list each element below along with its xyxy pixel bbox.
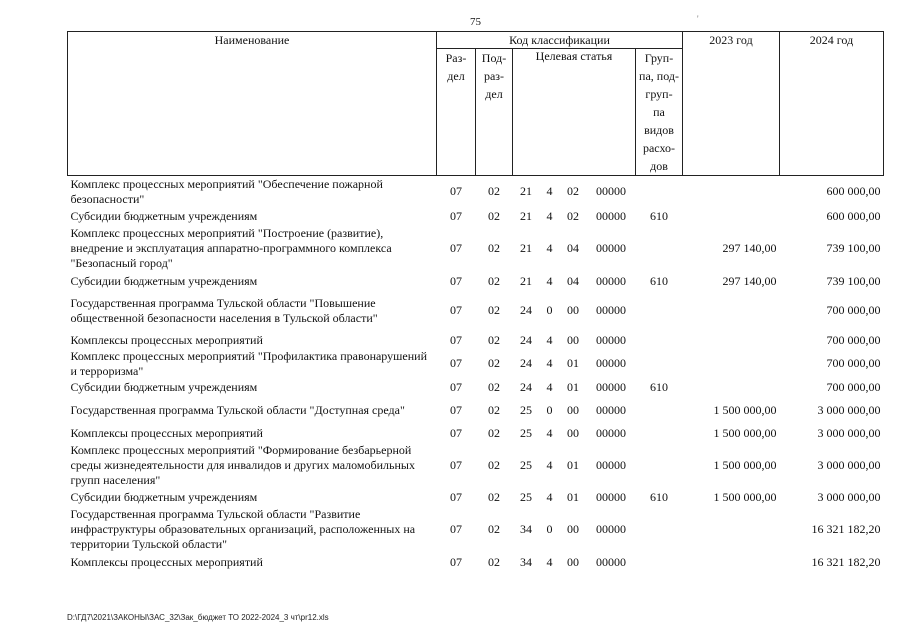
expense-group-cell <box>636 225 683 273</box>
program-code-cell: 24 <box>520 379 532 394</box>
amount-2023-cell <box>683 208 780 225</box>
row-name: Комплексы процессных мероприятий <box>70 555 263 569</box>
razdel-cell: 07 <box>450 184 462 199</box>
podrazdel-cell: 02 <box>488 555 500 569</box>
amount-2023-cell: 1 500 000,00 <box>713 425 777 440</box>
direction-code-cell: 00000 <box>596 241 626 255</box>
podrazdel-cell: 02 <box>488 208 500 223</box>
program-code-cell: 25 <box>520 425 532 440</box>
table-row <box>68 425 884 442</box>
razdel-cell: 07 <box>450 425 462 440</box>
podrazdel-cell: 02 <box>488 521 500 536</box>
amount-2024-cell: 700 000,00 <box>826 332 881 347</box>
podrazdel-cell: 02 <box>488 273 500 288</box>
razdel-cell: 07 <box>450 356 462 370</box>
table-row <box>68 225 884 273</box>
row-name: Субсидии бюджетным учреждениям <box>70 489 258 504</box>
table-row <box>68 273 884 290</box>
table-row <box>68 176 884 208</box>
subprogram-code-cell: 02 <box>567 184 579 199</box>
row-name: Субсидии бюджетным учреждениям <box>70 273 258 288</box>
type-code-cell: 4 <box>546 208 553 223</box>
type-code-cell: 4 <box>546 241 553 255</box>
program-code-cell: 21 <box>520 241 532 255</box>
subprogram-code-cell: 00 <box>567 332 579 347</box>
expense-group-cell: 610 <box>650 489 668 504</box>
header-2023: 2023 год <box>683 32 780 176</box>
subprogram-code-cell: 00 <box>567 425 579 440</box>
amount-2024-cell: 600 000,00 <box>826 208 881 223</box>
podrazdel-cell: 02 <box>488 489 500 504</box>
direction-code-cell: 00000 <box>596 521 626 536</box>
podrazdel-cell: 02 <box>488 303 500 317</box>
razdel-cell: 07 <box>450 555 462 569</box>
expense-group-cell <box>636 442 683 489</box>
amount-2023-cell <box>683 290 780 332</box>
amount-2024-cell: 3 000 000,00 <box>817 457 881 472</box>
subprogram-code-cell: 01 <box>567 457 579 472</box>
table-row <box>68 442 884 489</box>
subprogram-code-cell: 04 <box>567 273 579 288</box>
header-code-group: Код классификации <box>437 32 683 49</box>
program-code-cell: 21 <box>520 184 532 199</box>
amount-2024-cell: 700 000,00 <box>826 379 881 394</box>
direction-code-cell: 00000 <box>596 356 626 370</box>
table-row <box>68 332 884 349</box>
amount-2023-cell <box>683 332 780 349</box>
budget-table <box>67 31 884 573</box>
row-name: Комплекс процессных мероприятий "Построение (развитие), внедрение и эксплуатация аппаратно-программного комплекса "Безопасный город" <box>70 226 392 270</box>
podrazdel-cell: 02 <box>488 241 500 255</box>
amount-2024-cell: 739 100,00 <box>826 273 881 288</box>
table-header <box>68 32 884 176</box>
direction-code-cell: 00000 <box>596 555 626 569</box>
direction-code-cell: 00000 <box>596 457 626 472</box>
type-code-cell: 0 <box>546 402 553 417</box>
table-row <box>68 506 884 553</box>
razdel-cell: 07 <box>450 332 462 347</box>
expense-group-cell <box>636 349 683 379</box>
table-row <box>68 553 884 573</box>
program-code-cell: 25 <box>520 402 532 417</box>
podrazdel-cell: 02 <box>488 356 500 370</box>
razdel-cell: 07 <box>450 379 462 394</box>
header-group: Груп- па, под- груп- па видов расхо- дов <box>636 49 683 176</box>
header-2024: 2024 год <box>780 32 884 176</box>
row-name: Комплекс процессных мероприятий "Обеспечение пожарной безопасности" <box>70 176 383 206</box>
amount-2023-cell <box>683 553 780 573</box>
table-row <box>68 290 884 332</box>
row-name: Субсидии бюджетным учреждениям <box>70 379 258 394</box>
file-path: D:\ГД7\2021\ЗАКОНЫ\ЗАС_32\Зак_бюджет ТО 2022-2024_3 чт\pr12.xls <box>67 613 329 622</box>
row-name: Комплексы процессных мероприятий <box>70 332 263 347</box>
razdel-cell: 07 <box>450 489 462 504</box>
podrazdel-cell: 02 <box>488 184 500 199</box>
row-name: Государственная программа Тульской области "Повышение общественной безопасности населения в Тульской области" <box>70 295 378 325</box>
expense-group-cell <box>636 553 683 573</box>
razdel-cell: 07 <box>450 521 462 536</box>
scan-mark: ' <box>697 14 699 24</box>
type-code-cell: 0 <box>546 303 553 317</box>
amount-2024-cell: 600 000,00 <box>826 184 881 199</box>
expense-group-cell <box>636 396 683 425</box>
header-name: Наименование <box>68 32 437 176</box>
razdel-cell: 07 <box>450 457 462 472</box>
amount-2023-cell: 297 140,00 <box>722 241 777 255</box>
podrazdel-cell: 02 <box>488 332 500 347</box>
header-razdel: Раз- дел <box>437 49 476 176</box>
expense-group-cell <box>636 506 683 553</box>
direction-code-cell: 00000 <box>596 184 626 199</box>
direction-code-cell: 00000 <box>596 208 626 223</box>
row-name: Комплекс процессных мероприятий "Формирование безбарьерной среды жизнедеятельности для инвалидов и других маломобильных групп населения" <box>70 442 415 487</box>
table-row <box>68 489 884 506</box>
table-row <box>68 208 884 225</box>
program-code-cell: 25 <box>520 457 532 472</box>
amount-2023-cell: 1 500 000,00 <box>713 457 777 472</box>
amount-2023-cell <box>683 349 780 379</box>
type-code-cell: 4 <box>546 555 553 569</box>
amount-2023-cell <box>683 379 780 396</box>
razdel-cell: 07 <box>450 273 462 288</box>
program-code-cell: 21 <box>520 273 532 288</box>
expense-group-cell <box>636 332 683 349</box>
header-podrazdel: Под- раз- дел <box>476 49 513 176</box>
program-code-cell: 21 <box>520 208 532 223</box>
direction-code-cell: 00000 <box>596 489 626 504</box>
subprogram-code-cell: 00 <box>567 521 579 536</box>
type-code-cell: 4 <box>546 356 553 370</box>
subprogram-code-cell: 00 <box>567 402 579 417</box>
direction-code-cell: 00000 <box>596 379 626 394</box>
subprogram-code-cell: 01 <box>567 356 579 370</box>
amount-2024-cell: 3 000 000,00 <box>817 425 881 440</box>
direction-code-cell: 00000 <box>596 273 626 288</box>
header-target: Целевая статья <box>513 49 636 176</box>
program-code-cell: 34 <box>520 521 532 536</box>
type-code-cell: 4 <box>546 332 553 347</box>
table-row <box>68 379 884 396</box>
subprogram-code-cell: 02 <box>567 208 579 223</box>
expense-group-cell <box>636 425 683 442</box>
direction-code-cell: 00000 <box>596 303 626 317</box>
direction-code-cell: 00000 <box>596 402 626 417</box>
program-code-cell: 25 <box>520 489 532 504</box>
row-name: Субсидии бюджетным учреждениям <box>70 208 258 223</box>
table-row <box>68 349 884 379</box>
amount-2023-cell: 1 500 000,00 <box>713 402 777 417</box>
razdel-cell: 07 <box>450 402 462 417</box>
amount-2024-cell: 700 000,00 <box>826 303 881 317</box>
amount-2023-cell <box>683 506 780 553</box>
expense-group-cell <box>636 176 683 208</box>
podrazdel-cell: 02 <box>488 379 500 394</box>
page-number: 75 <box>470 16 481 28</box>
subprogram-code-cell: 01 <box>567 379 579 394</box>
program-code-cell: 24 <box>520 303 532 317</box>
podrazdel-cell: 02 <box>488 402 500 417</box>
amount-2023-cell <box>683 176 780 208</box>
type-code-cell: 4 <box>546 273 553 288</box>
expense-group-cell: 610 <box>650 379 668 394</box>
row-name: Комплексы процессных мероприятий <box>70 425 263 440</box>
expense-group-cell <box>636 290 683 332</box>
row-name: Государственная программа Тульской области "Доступная среда" <box>70 402 405 417</box>
subprogram-code-cell: 04 <box>567 241 579 255</box>
table-row <box>68 396 884 425</box>
expense-group-cell: 610 <box>650 208 668 223</box>
row-name: Комплекс процессных мероприятий "Профилактика правонарушений и терроризма" <box>70 348 427 378</box>
amount-2024-cell: 16 321 182,20 <box>811 521 881 536</box>
type-code-cell: 4 <box>546 457 553 472</box>
type-code-cell: 4 <box>546 184 553 199</box>
subprogram-code-cell: 00 <box>567 303 579 317</box>
subprogram-code-cell: 01 <box>567 489 579 504</box>
amount-2024-cell: 3 000 000,00 <box>817 489 881 504</box>
type-code-cell: 0 <box>546 521 553 536</box>
amount-2024-cell: 3 000 000,00 <box>817 402 881 417</box>
row-name: Государственная программа Тульской области "Развитие инфраструктуры образовательных организаций, расположенных на территории Тульской области" <box>70 506 416 551</box>
razdel-cell: 07 <box>450 303 462 317</box>
program-code-cell: 24 <box>520 356 532 370</box>
amount-2024-cell: 700 000,00 <box>826 356 881 370</box>
type-code-cell: 4 <box>546 425 553 440</box>
type-code-cell: 4 <box>546 379 553 394</box>
table-body <box>68 176 884 573</box>
program-code-cell: 24 <box>520 332 532 347</box>
direction-code-cell: 00000 <box>596 425 626 440</box>
amount-2023-cell: 1 500 000,00 <box>713 489 777 504</box>
razdel-cell: 07 <box>450 208 462 223</box>
podrazdel-cell: 02 <box>488 425 500 440</box>
amount-2023-cell: 297 140,00 <box>722 273 777 288</box>
expense-group-cell: 610 <box>650 273 668 288</box>
amount-2024-cell: 739 100,00 <box>826 241 881 255</box>
type-code-cell: 4 <box>546 489 553 504</box>
podrazdel-cell: 02 <box>488 457 500 472</box>
program-code-cell: 34 <box>520 555 532 569</box>
razdel-cell: 07 <box>450 241 462 255</box>
direction-code-cell: 00000 <box>596 332 626 347</box>
subprogram-code-cell: 00 <box>567 555 579 569</box>
amount-2024-cell: 16 321 182,20 <box>811 555 881 569</box>
